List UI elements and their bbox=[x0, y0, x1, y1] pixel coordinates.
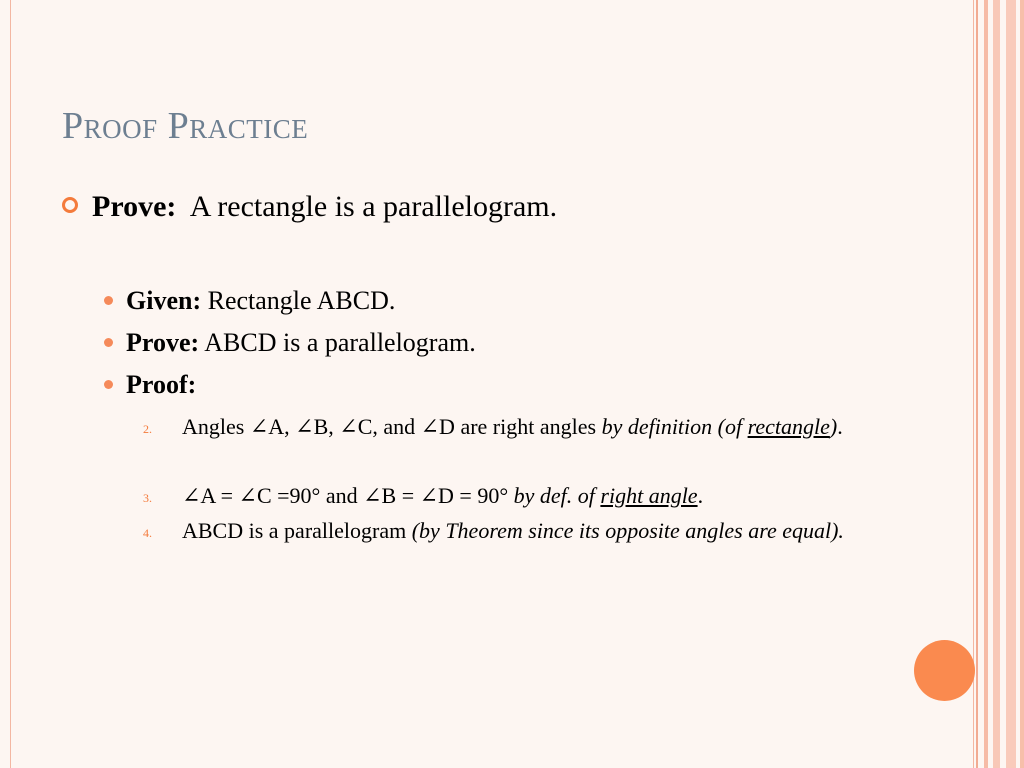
slide-title: Proof Practice bbox=[62, 105, 309, 147]
step-term: rectangle bbox=[747, 414, 830, 439]
stripe bbox=[1020, 0, 1024, 768]
main-bullet bbox=[62, 190, 557, 224]
dot-bullet-icon bbox=[104, 380, 113, 389]
decorative-circle bbox=[914, 640, 975, 701]
main-bullet-label: Prove: bbox=[92, 190, 177, 223]
decorative-stripes bbox=[976, 0, 1024, 768]
stripe bbox=[984, 0, 988, 768]
main-bullet-text: A rectangle is a parallelogram. bbox=[189, 190, 558, 223]
step-text bbox=[182, 411, 863, 442]
step-justification-end: ) bbox=[829, 414, 838, 439]
ring-bullet-icon bbox=[62, 197, 78, 213]
step-plain: ∠A = ∠C =90° and ∠B = ∠D = 90° bbox=[182, 483, 514, 508]
sub-bullet-text: Rectangle ABCD. bbox=[207, 286, 396, 315]
sub-bullet-prove bbox=[104, 328, 476, 358]
stripe bbox=[993, 0, 1000, 768]
stripe bbox=[976, 0, 978, 768]
sub-bullet-label: Proof: bbox=[126, 370, 197, 399]
stripe bbox=[1006, 0, 1016, 768]
sub-bullet-proof bbox=[104, 370, 196, 400]
step-justification: by def. of bbox=[513, 483, 601, 508]
step-plain: Angles ∠A, ∠B, ∠C, and ∠D are right angles bbox=[182, 414, 602, 439]
step-justification: (by Theorem since its opposite angles are equal). bbox=[411, 518, 844, 543]
step-justification: by definition (of bbox=[601, 414, 748, 439]
proof-step bbox=[143, 411, 863, 442]
sub-bullet-text: ABCD is a parallelogram. bbox=[204, 328, 476, 357]
step-number: 2. bbox=[143, 422, 152, 436]
step-number: 4. bbox=[143, 526, 152, 540]
step-tail: . bbox=[837, 414, 843, 439]
step-number: 3. bbox=[143, 491, 152, 505]
proof-step bbox=[143, 480, 863, 511]
dot-bullet-icon bbox=[104, 338, 113, 347]
dot-bullet-icon bbox=[104, 296, 113, 305]
step-term: right angle bbox=[600, 483, 698, 508]
step-tail: . bbox=[697, 483, 704, 508]
sub-bullet-label: Prove: bbox=[126, 328, 200, 357]
sub-bullet-label: Given: bbox=[126, 286, 202, 315]
proof-step bbox=[143, 515, 863, 546]
step-text bbox=[182, 480, 863, 511]
sub-bullet-given bbox=[104, 286, 395, 316]
step-plain: ABCD is a parallelogram bbox=[182, 518, 412, 543]
step-text bbox=[182, 515, 863, 546]
